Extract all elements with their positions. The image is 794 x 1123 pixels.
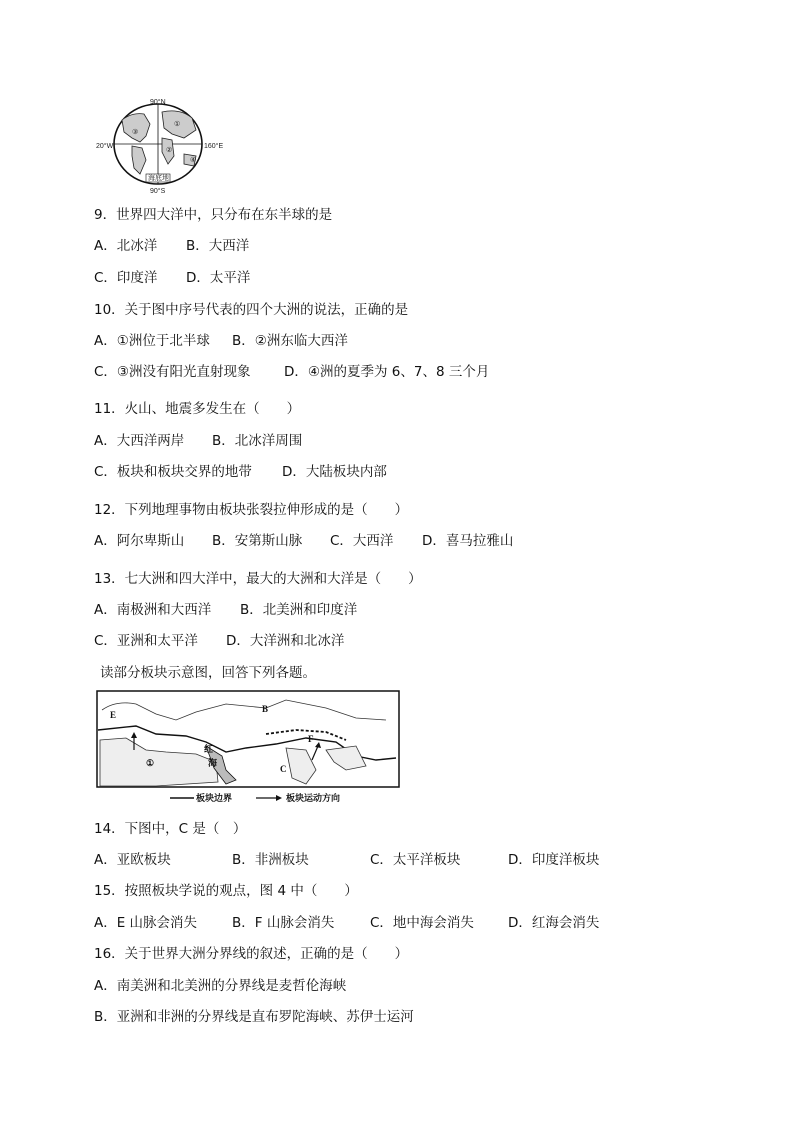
q16-option-a: A．南美洲和北美洲的分界线是麦哲伦海峡 <box>94 978 347 994</box>
plate-letter-e: E <box>110 710 117 720</box>
q10-option-d: D．④洲的夏季为 6、7、8 三个月 <box>284 364 490 380</box>
plate-letter-f: F <box>308 734 314 744</box>
q13-option-b: B．北美洲和印度洋 <box>240 602 358 618</box>
q9-option-d: D．太平洋 <box>186 270 251 286</box>
q15-option-d: D．红海会消失 <box>508 915 600 931</box>
q14-option-d: D．印度洋板块 <box>508 852 600 868</box>
label-east: 160°E <box>204 143 224 150</box>
q12-option-a: A．阿尔卑斯山 <box>94 533 185 549</box>
reading-prompt: 读部分板块示意图，回答下列各题。 <box>100 665 316 681</box>
plate-letter-c: C <box>280 764 287 774</box>
plate-circled-1: ① <box>146 758 155 768</box>
q13-option-d: D．大洋洲和北冰洋 <box>226 633 345 649</box>
q10-option-c: C．③洲没有阳光直射现象 <box>94 364 251 380</box>
question-14-stem: 14．下图中，C 是（ ） <box>94 821 247 837</box>
q15-option-c: C．地中海会消失 <box>370 915 474 931</box>
q9-option-c: C．印度洋 <box>94 270 158 286</box>
q11-option-b: B．北冰洋周围 <box>212 433 303 449</box>
q14-option-b: B．非洲板块 <box>232 852 309 868</box>
q12-option-d: D．喜马拉雅山 <box>422 533 514 549</box>
q14-option-a: A．亚欧板块 <box>94 852 171 868</box>
q15-option-b: B．F 山脉会消失 <box>232 915 335 931</box>
q12-option-b: B．安第斯山脉 <box>212 533 303 549</box>
q11-option-d: D．大陆板块内部 <box>282 464 387 480</box>
q11-option-a: A．大西洋两岸 <box>94 433 185 449</box>
q10-option-a: A．①洲位于北半球 <box>94 333 210 349</box>
circled-1: ① <box>174 121 181 128</box>
question-11-stem: 11．火山、地震多发生在（ ） <box>94 401 301 417</box>
question-12-stem: 12．下列地理事物由板块张裂拉伸形成的是（ ） <box>94 502 409 518</box>
plate-label-hong: 红 <box>204 744 214 754</box>
circled-3: ③ <box>132 129 139 136</box>
label-box: 海底地 <box>148 175 169 182</box>
plate-map-figure <box>96 690 402 806</box>
hemisphere-map-figure <box>92 98 224 194</box>
q12-option-c: C．大西洋 <box>330 533 394 549</box>
question-16-stem: 16．关于世界大洲分界线的叙述，正确的是（ ） <box>94 946 409 962</box>
question-15-stem: 15．按照板块学说的观点，图 4 中（ ） <box>94 883 358 899</box>
q13-option-c: C．亚洲和太平洋 <box>94 633 198 649</box>
label-south: 90°S <box>150 188 166 194</box>
label-west: 20°W <box>96 143 114 150</box>
circled-4: ④ <box>190 157 197 164</box>
question-13-stem: 13．七大洲和四大洋中，最大的大洲和大洋是（ ） <box>94 571 422 587</box>
legend-boundary: 板块边界 <box>196 793 233 803</box>
legend-direction: 板块运动方向 <box>286 793 341 803</box>
q9-option-a: A．北冰洋 <box>94 238 158 254</box>
q11-option-c: C．板块和板块交界的地带 <box>94 464 252 480</box>
q13-option-a: A．南极洲和大西洋 <box>94 602 212 618</box>
question-9-stem: 9．世界四大洋中，只分布在东半球的是 <box>94 207 333 223</box>
q15-option-a: A．E 山脉会消失 <box>94 915 198 931</box>
q14-option-c: C．太平洋板块 <box>370 852 461 868</box>
q16-option-b: B．亚洲和非洲的分界线是直布罗陀海峡、苏伊士运河 <box>94 1009 414 1025</box>
plate-letter-b: B <box>262 704 269 714</box>
circled-2: ② <box>166 147 173 154</box>
plate-label-hai: 海 <box>208 758 218 768</box>
q9-option-b: B．大西洋 <box>186 238 250 254</box>
label-north: 90°N <box>150 99 166 106</box>
question-10-stem: 10．关于图中序号代表的四个大洲的说法，正确的是 <box>94 302 409 318</box>
q10-option-b: B．②洲东临大西洋 <box>232 333 348 349</box>
